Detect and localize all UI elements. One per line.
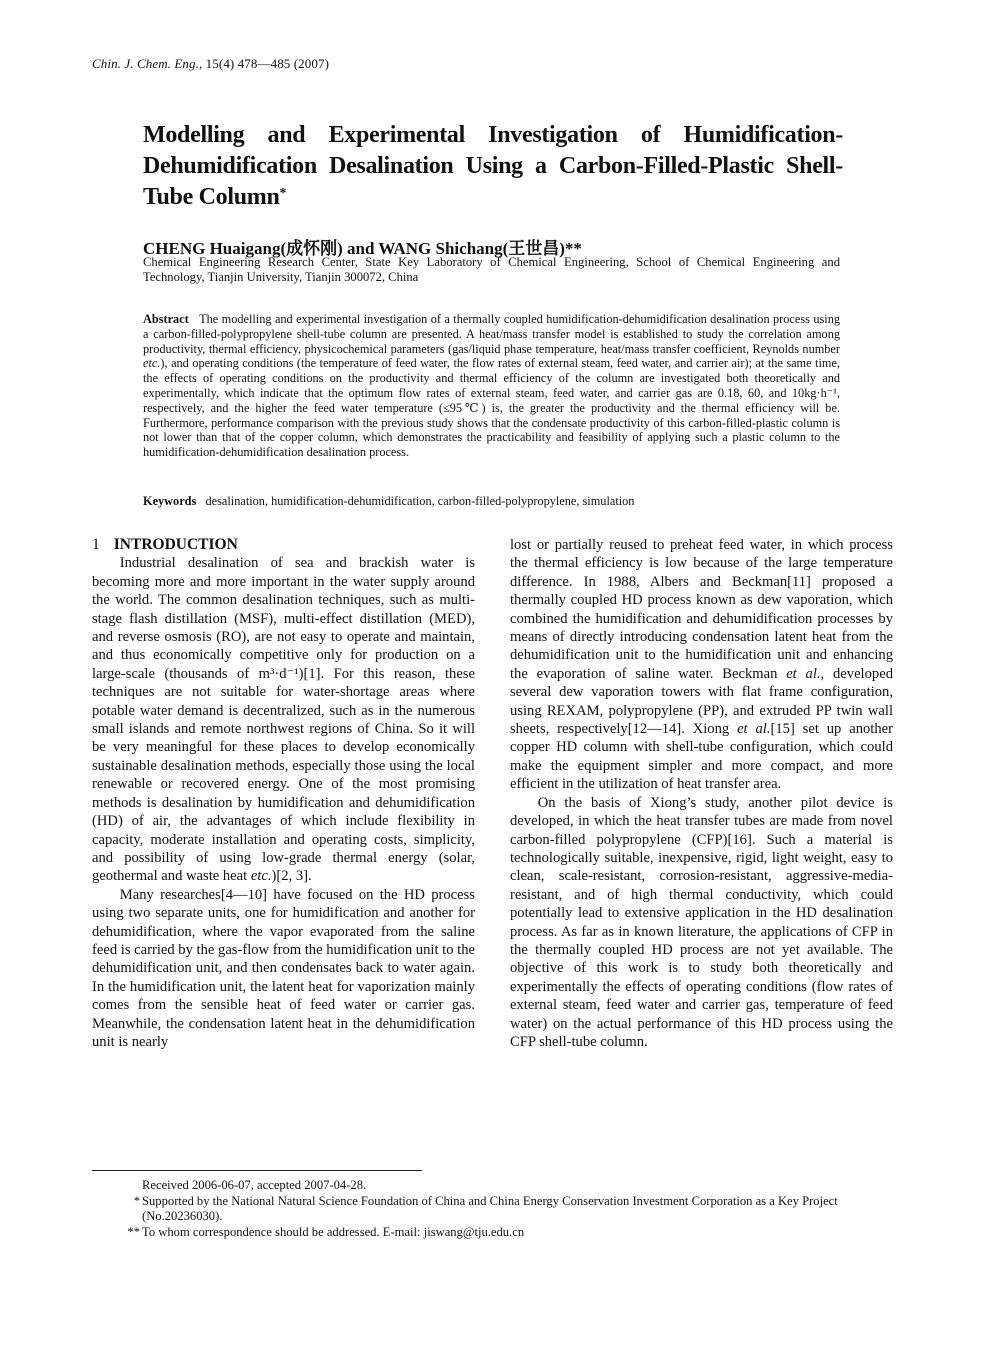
funding-mark: * — [133, 1193, 140, 1208]
correspondence-mark: ** — [127, 1224, 140, 1239]
section-heading — [92, 536, 475, 554]
footnotes — [92, 1178, 898, 1240]
paper-title — [143, 120, 843, 213]
intro-paragraph-3 — [510, 536, 893, 794]
intro-p3-end: [15] set up another copper HD column with shell-tube configuration, which could make the equipment simpler and more compact, and more efficient in the utilization of heat transfer area. — [510, 721, 893, 793]
intro-p1-text: Industrial desalination of sea and brackish water is becoming more and more important in the water supply around the world. The common desalination techniques, such as multi-stage flash distillation (MSF), multi-effect distillation (MED), and reverse osmosis (RO), are not easy to operate and maintain, and thus economically competitive only for production on a large-scale (thousands of m³·d⁻¹)[1]. For this reason, these techniques are not suitable for water-shortage areas where potable water demand is decentralized, such as in the numerous small islands and remote northwest regions of China. So it will be very meaningful for these places to develop economically sustainable desalination methods, especially those using the local renewable or recovered energy. One of the most promising methods is desalination by humidification and dehumidification (HD) of air, the advantages of which include flexibility in capacity, moderate installation and operating costs, simplicity, and possibility of using low-grade thermal energy (solar, geothermal and waste heat — [92, 555, 475, 885]
keywords-label: Keywords — [143, 494, 197, 508]
funding-footnote — [92, 1194, 898, 1225]
abstract-label: Abstract — [143, 312, 189, 326]
section-title: INTRODUCTION — [113, 536, 238, 553]
keywords — [143, 494, 840, 509]
intro-p3-etal-1: et al. — [786, 665, 821, 682]
intro-p3-text: lost or partially reused to preheat feed water, in which process the thermal efficiency is low because of the large temperature difference. In 1988, Albers and Beckman[11] proposed a thermally coupled HD process known as dew vaporation, which combined the humidification and dehumidification processes by means of directly introducing condensation latent heat from the dehumidification unit to the humidification unit and enhancing the evaporation of saline water. Beckman — [510, 537, 893, 682]
intro-p1-end: )[2, 3]. — [271, 868, 312, 885]
keywords-text: desalination, humidification-dehumidification, carbon-filled-polypropylene, simulation — [205, 494, 635, 508]
title-text: Modelling and Experimental Investigation of Humidification-Dehumidification Desalination Using a Carbon-Filled-Plastic Shell-Tube Column — [143, 122, 843, 210]
title-footnote-mark: * — [279, 186, 287, 201]
abstract-etc: etc. — [143, 356, 161, 371]
intro-paragraph-4: On the basis of Xiong’s study, another pilot device is developed, in which the heat transfer tubes are made from novel carbon-filled polypropylene (CFP)[16]. Such a material is technologically suitable, inexpensive, rigid, light weight, easy to clean, scale-resistant, corrosion-resistant, aggressive-media-resistant, and of high thermal conductivity, which could potentially lead to extensive application in the HD desalination process. As far as in known literature, the applications of CFP in the thermally coupled HD process are not yet available. The objective of this work is to study both theoretically and experimentally the effects of operating conditions (flow rates of external steam, feed water and carrier gas, temperature of feed water) on the actual performance of this HD process using the CFP shell-tube column. — [510, 794, 893, 1050]
section-number: 1 — [92, 536, 100, 553]
correspondence-text: To whom correspondence should be addressed. E-mail: jiswang@tju.edu.cn — [142, 1224, 525, 1239]
intro-p3-mid: , developed several dew vaporation towers with flat frame configuration, using REXAM, polypropylene (PP), and extruded PP twin wall sheets, respectively[12—14]. Xiong — [510, 665, 893, 738]
journal-citation — [92, 56, 329, 72]
footnote-divider — [92, 1170, 422, 1171]
correspondence-footnote — [92, 1225, 898, 1241]
abstract-text-2: ), and operating conditions (the temperature of feed water, the flow rates of external steam, feed water, and carrier air); at the same time, the effects of operating conditions on the productivity and thermal efficiency of the column are investigated both theoretically and experimentally, which indicate that the optimum flow rates of external steam, feed water, and carrier gas are 0.18, 60, and 10kg·h⁻¹, respectively, and the higher the feed water temperature (≤95℃) is, the greater the productivity and the thermal efficiency will be. Furthermore, performance comparison with the previous study shows that the condensate productivity of this carbon-filled-plastic column is not lower than that of the copper column, which demonstrates the practicability and feasibility of applying such a plastic column to the humidification-dehumidification desalination process. — [143, 356, 840, 460]
intro-p1-etc: etc. — [250, 868, 272, 885]
intro-paragraph-1 — [92, 554, 475, 885]
intro-p3-etal-2: et al. — [737, 721, 771, 738]
right-column — [510, 536, 893, 1051]
abstract-text-1: The modelling and experimental investigation of a thermally coupled humidification-dehumidification desalination process using a carbon-filled-polypropylene shell-tube column are presented. A heat/mass transfer model is established to study the correlation among productivity, thermal efficiency, physicochemical parameters (gas/liquid phase temperature, heat/mass transfer coefficient, Reynolds number — [143, 312, 840, 356]
left-column — [92, 536, 475, 1051]
journal-name: Chin. J. Chem. Eng. — [92, 56, 199, 71]
abstract — [143, 312, 840, 460]
funding-text: Supported by the National Natural Science Foundation of China and China Energy Conservation Investment Corporation as a Key Project (No.20236030). — [142, 1193, 838, 1223]
intro-paragraph-2: Many researches[4—10] have focused on the HD process using two separate units, one for humidification and another for dehumidification, where the vapor evaporated from the saline feed is carried by the gas-flow from the humidification unit to the dehumidification unit, and then condensates back to water again. In the humidification unit, the latent heat for vaporization mainly comes from the sensible heat of feed water or carrier gas. Meanwhile, the condensation latent heat in the dehumidification unit is nearly — [92, 886, 475, 1050]
author-line: CHENG Huaigang(成怀刚) and WANG Shichang(王世昌)** — [143, 239, 582, 258]
received-dates: Received 2006-06-07, accepted 2007-04-28. — [142, 1178, 367, 1192]
affiliation: Chemical Engineering Research Center, State Key Laboratory of Chemical Engineering, School of Chemical Engineering and Technology, Tianjin University, Tianjin 300072, China — [143, 255, 840, 284]
volume-pages: , 15(4) 478—485 (2007) — [198, 56, 330, 71]
